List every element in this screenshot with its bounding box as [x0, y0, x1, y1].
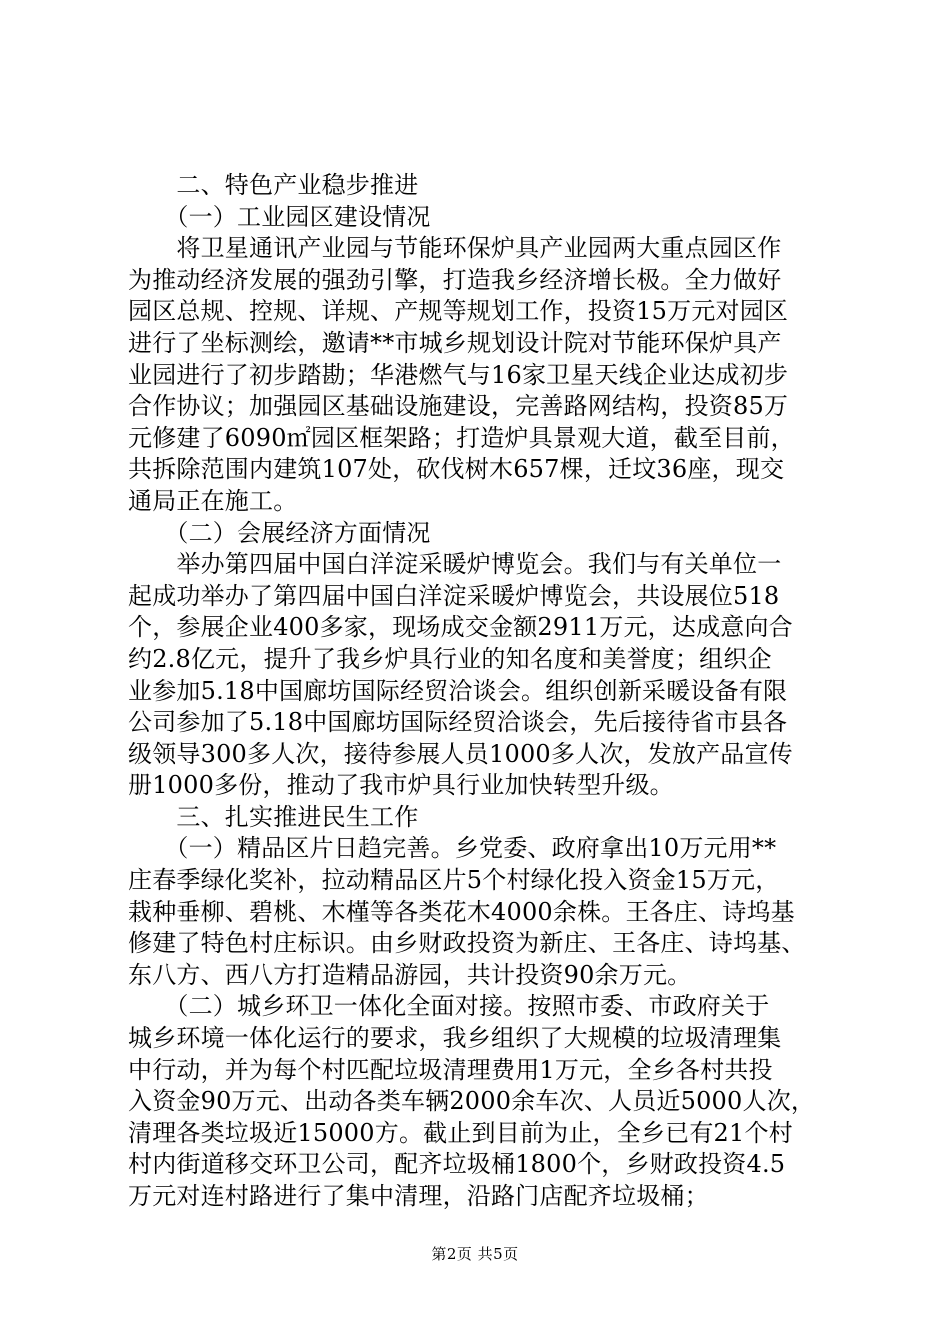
text-line: 公司参加了5.18中国廊坊国际经贸洽谈会，先后接待省市县各	[128, 708, 788, 737]
text-line: 园区总规、控规、详规、产规等规划工作，投资15万元对园区	[128, 297, 789, 326]
text-line: 举办第四届中国白洋淀采暖炉博览会。我们与有关单位一	[128, 550, 782, 579]
text-line: 东八方、西八方打造精品游园，共计投资90余万元。	[128, 960, 692, 989]
text-line: 城乡环境一体化运行的要求，我乡组织了大规模的垃圾清理集	[128, 1024, 782, 1053]
text-line: 约2.8亿元，提升了我乡炉具行业的知名度和美誉度；组织企	[128, 644, 772, 673]
text-line: 万元对连村路进行了集中清理，沿路门店配齐垃圾桶；	[128, 1182, 709, 1210]
document-body	[128, 170, 830, 1213]
text-line: 三、扎实推进民生工作	[128, 802, 419, 831]
text-line: 清理各类垃圾近15000方。截止到目前为止，全乡已有21个村	[128, 1118, 793, 1147]
text-line: 进行了坐标测绘，邀请**市城乡规划设计院对节能环保炉具产	[128, 328, 782, 357]
text-line: 起成功举办了第四届中国白洋淀采暖炉博览会，共设展位518	[128, 581, 780, 610]
text-line: 业参加5.18中国廊坊国际经贸洽谈会。组织创新采暖设备有限	[128, 676, 788, 705]
text-line: 为推动经济发展的强劲引擎，打造我乡经济增长极。全力做好	[128, 265, 782, 294]
text-line: 栽种垂柳、碧桃、木槿等各类花木4000余株。王各庄、诗坞基	[128, 897, 795, 926]
text-line: 通局正在施工。	[128, 486, 298, 515]
text-line: （二）城乡环卫一体化全面对接。按照市委、市政府关于	[128, 992, 770, 1021]
text-line: 个，参展企业400多家，现场成交金额2911万元，达成意向合	[128, 613, 793, 642]
text-line: 二、特色产业稳步推进	[128, 171, 419, 199]
page-footer: 第2页 共5页	[431, 1245, 519, 1263]
text-line: 修建了特色村庄标识。由乡财政投资为新庄、王各庄、诗坞基、	[128, 929, 806, 958]
text-line: （一）精品区片日趋完善。乡党委、政府拿出10万元用**	[128, 834, 777, 863]
text-line: 合作协议；加强园区基础设施建设，完善路网结构，投资85万	[128, 392, 789, 421]
text-line: 庄春季绿化奖补，拉动精品区片5个村绿化投入资金15万元，	[128, 866, 780, 895]
text-line: 将卫星通讯产业园与节能环保炉具产业园两大重点园区作	[128, 234, 782, 263]
text-line: 级领导300多人次，接待参展人员1000多人次，发放产品宣传	[128, 739, 793, 768]
text-line: （一）工业园区建设情况	[128, 202, 431, 231]
text-line: 共拆除范围内建筑107处，砍伐树木657棵，迁坟36座，现交	[128, 455, 785, 484]
text-line: 元修建了6090㎡园区框架路；打造炉具景观大道，截至目前，	[128, 423, 795, 452]
text-line: 村内街道移交环卫公司，配齐垃圾桶1800个，乡财政投资4.5	[128, 1150, 786, 1179]
text-line: 入资金90万元、出动各类车辆2000余车次、人员近5000人次，	[128, 1087, 816, 1116]
text-line: 册1000多份，推动了我市炉具行业加快转型升级。	[128, 771, 674, 800]
text-line: 中行动，并为每个村匹配垃圾清理费用1万元，全乡各村共投	[128, 1055, 773, 1084]
text-line: （二）会展经济方面情况	[128, 518, 431, 547]
text-line: 业园进行了初步踏勘；华港燃气与16家卫星天线企业达成初步	[128, 360, 789, 389]
